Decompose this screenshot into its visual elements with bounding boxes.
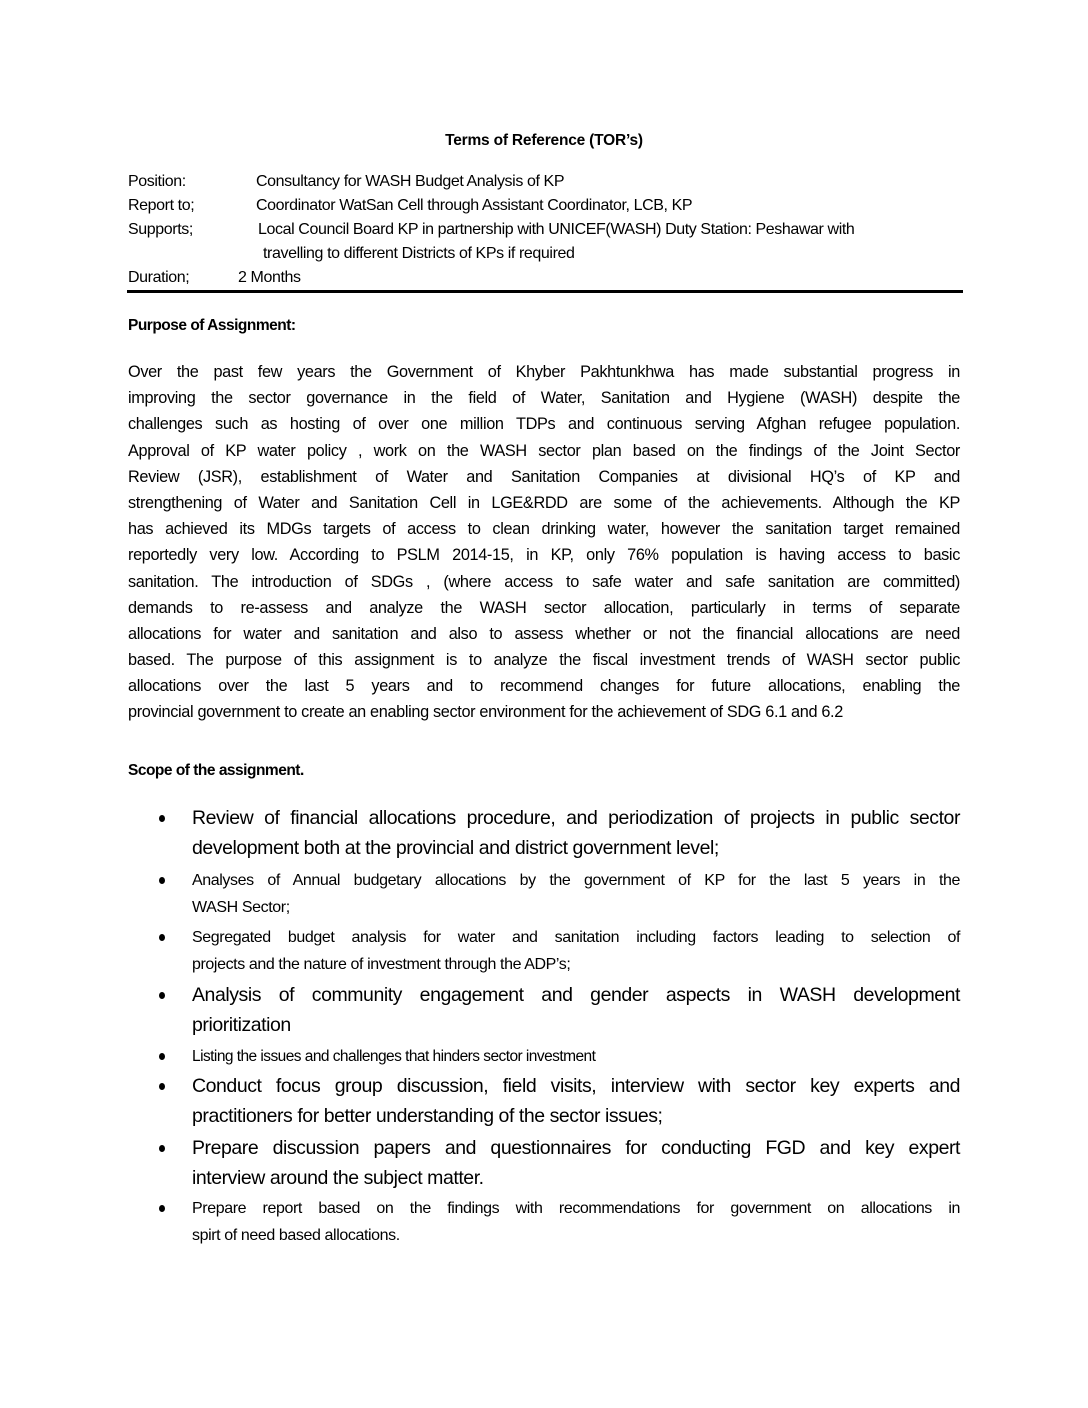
item-line: practitioners for better understanding of the sector issues; [192,1105,663,1127]
item-line: WASH Sector; [192,899,290,916]
paragraph-line: has achieved its MDGs targets of access to clean drinking water, however the sanitation target remained [128,520,960,539]
field-value-continuation: travelling to different Districts of KPs if required [263,245,575,262]
item-line: Analyses of Annual budgetary allocations by the government of KP for the last 5 years in the [192,872,960,889]
paragraph-line: Approval of KP water policy , work on the WASH sector plan based on the findings of the Joint Sector [128,441,960,460]
field-label: Report to; [128,197,195,214]
paragraph-line: strengthening of Water and Sanitation Cell in LGE&RDD are some of the achievements. Although the KP [128,493,960,512]
document-title: Terms of Reference (TOR’s) [445,132,643,149]
item-line: Prepare discussion papers and questionnaires for conducting FGD and key expert [192,1137,960,1159]
bullet-dot-icon [159,1083,165,1090]
paragraph-line: provincial government to create an enabling sector environment for the achievement of SDG 6.1 and 6.2 [128,703,843,722]
item-line: Segregated budget analysis for water and sanitation including factors leading to selection of [192,929,960,946]
paragraph-line: Over the past few years the Government of Khyber Pakhtunkhwa has made substantial progress in [128,363,960,381]
paragraph-line: demands to re-assess and analyze the WASH sector allocation, particularly in terms of separate [128,598,960,617]
bullet-dot-icon [159,1145,165,1152]
bullet-dot-icon [159,1053,165,1060]
item-line: projects and the nature of investment through the ADP’s; [192,956,571,973]
item-line: interview around the subject matter. [192,1167,484,1189]
paragraph-line: challenges such as hosting of over one million TDPs and continuous serving Afghan refugee population. [128,415,960,434]
item-line: Analysis of community engagement and gender aspects in WASH development [192,984,960,1006]
bullet-dot-icon [159,992,165,999]
bullet-dot-icon [159,1205,165,1212]
paragraph-line: Review (JSR), establishment of Water and Sanitation Companies at divisional HQ’s of KP and [128,467,960,486]
item-line: development both at the provincial and district government level; [192,837,719,859]
field-label: Supports; [128,221,193,238]
purpose-paragraph [128,359,960,726]
item-line: Review of financial allocations procedure, and periodization of projects in public sector [192,807,960,829]
header-divider [127,290,963,293]
field-value: Local Council Board KP in partnership with UNICEF(WASH) Duty Station: Peshawar with [258,221,855,238]
field-value: Consultancy for WASH Budget Analysis of KP [256,173,565,190]
bullet-dot-icon [159,877,165,884]
item-line: Listing the issues and challenges that hinders sector investment [192,1048,596,1065]
bullet-dot-icon [159,815,165,822]
field-value: Coordinator WatSan Cell through Assistant Coordinator, LCB, KP [256,197,693,214]
item-line: spirt of need based allocations. [192,1227,400,1244]
paragraph-line: based. The purpose of this assignment is to analyze the fiscal investment trends of WASH sector public [128,651,960,670]
paragraph-line: allocations over the last 5 years and to recommend changes for future allocations, enabling the [128,677,960,696]
paragraph-line: allocations for water and sanitation and also to assess whether or not the financial allocations are need [128,624,960,643]
field-label: Position: [128,173,186,190]
item-line: Prepare report based on the findings with recommendations for government on allocations in [192,1200,960,1217]
paragraph-line: improving the sector governance in the field of Water, Sanitation and Hygiene (WASH) despite the [128,389,960,408]
paragraph-line: sanitation. The introduction of SDGs , (where access to safe water and safe sanitation are committed) [128,572,960,591]
bullet-dot-icon [159,934,165,941]
scope-heading: Scope of the assignment. [128,762,304,779]
paragraph-line: reportedly very low. According to PSLM 2014-15, in KP, only 76% population is having access to basic [128,546,960,565]
purpose-heading: Purpose of Assignment: [128,317,296,334]
field-label: Duration; [128,269,190,286]
field-value: 2 Months [238,269,301,286]
item-line: prioritization [192,1014,291,1036]
item-line: Conduct focus group discussion, field visits, interview with sector key experts and [192,1075,960,1097]
